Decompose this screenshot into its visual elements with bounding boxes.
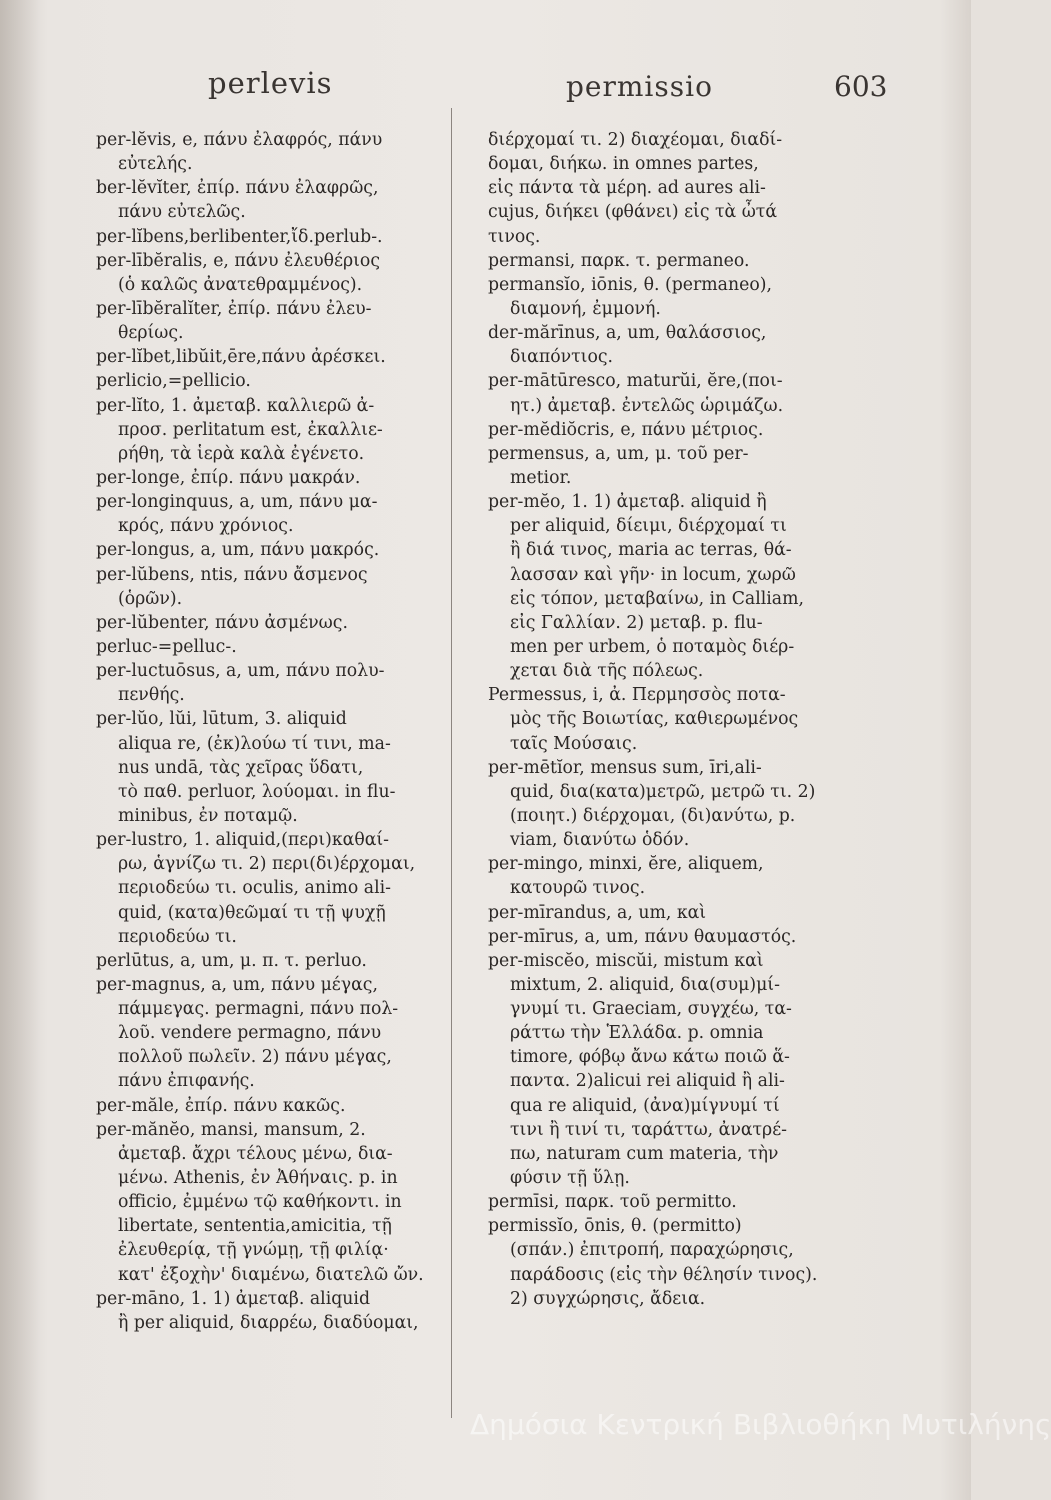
- dictionary-line: per-lĭbet,libŭit,ēre,πάνυ ἀρέσκει.: [96, 347, 386, 368]
- running-header: [96, 66, 911, 116]
- dictionary-line: timore, φόβῳ ἄνω κάτω ποιῶ ἅ-: [510, 1047, 790, 1068]
- dictionary-line: πάμμεγας. permagni, πάνυ πολ-: [118, 999, 399, 1020]
- dictionary-line: men per urbem, ὁ ποταμὸς διέρ-: [510, 636, 795, 657]
- dictionary-line: per-māno, 1. 1) ἀμεταβ. aliquid: [96, 1288, 371, 1309]
- dictionary-line: per-lustro, 1. aliquid,(περι)καθαί-: [96, 830, 390, 851]
- dictionary-line: per-lŭbens, ntis, πάνυ ἄσμενος: [96, 564, 368, 585]
- dictionary-line: διαμονή, ἐμμονή.: [510, 298, 661, 319]
- dictionary-line: per-longus, a, um, πάνυ μακρός.: [96, 540, 380, 561]
- dictionary-line: permansĭo, iōnis, θ. (permaneo),: [488, 274, 772, 295]
- right-column: [488, 128, 914, 1438]
- dictionary-line: πω, naturam cum materia, τὴν: [510, 1143, 779, 1164]
- dictionary-line: cujus, διήκει (φθάνει) εἰς τὰ ὦτά: [488, 202, 778, 223]
- dictionary-line: per-longe, ἐπίρ. πάνυ μακράν.: [96, 467, 361, 488]
- dictionary-line: per-lĭbens,berlibenter,ἴδ.perlub-.: [96, 226, 383, 247]
- dictionary-line: per-mĕdiŏcris, e, πάνυ μέτριος.: [488, 419, 764, 440]
- dictionary-line: κατουρῶ τινος.: [510, 878, 646, 899]
- dictionary-line: officio, ἐμμένω τῷ καθήκοντι. in: [118, 1192, 402, 1213]
- dictionary-line: per-magnus, a, um, πάνυ μέγας,: [96, 974, 378, 995]
- left-guide-word: perlevis: [208, 66, 333, 100]
- dictionary-line: der-mărīnus, a, um, θαλάσσιος,: [488, 323, 767, 344]
- dictionary-line: per-mātūresco, maturŭi, ĕre,(ποι-: [488, 371, 783, 392]
- dictionary-line: per-longinquus, a, um, πάνυ μα-: [96, 492, 378, 513]
- dictionary-line: (ὁ καλῶς ἀνατεθραμμένος).: [118, 274, 363, 295]
- dictionary-line: ἢ per aliquid, διαρρέω, διαδύομαι,: [118, 1312, 419, 1333]
- dictionary-line: λασσαν καὶ γῆν· in locum, χωρῶ: [510, 564, 796, 585]
- dictionary-line: per-mētĭor, mensus sum, īri,ali-: [488, 757, 762, 778]
- dictionary-line: mixtum, 2. aliquid, δια(συμ)μί-: [510, 974, 780, 995]
- dictionary-line: per-lŭbenter, πάνυ ἀσμένως.: [96, 612, 348, 633]
- dictionary-line: permensus, a, um, μ. τοῦ per-: [488, 443, 749, 464]
- dictionary-line: περιοδεύω τι. oculis, animo ali-: [118, 878, 391, 899]
- dictionary-line: per-lŭo, lŭi, lūtum, 3. aliquid: [96, 709, 347, 730]
- dictionary-line: ητ.) ἀμεταβ. ἐντελῶς ὡριμάζω.: [510, 395, 784, 416]
- dictionary-line: nus undā, τὰς χεῖρας ὕδατι,: [118, 757, 364, 778]
- dictionary-line: κατ' ἐξοχὴν' διαμένω, διατελῶ ὤν.: [118, 1264, 424, 1285]
- column-divider: [451, 108, 452, 1418]
- dictionary-line: per aliquid, δίειμι, διέρχομαί τι: [510, 516, 787, 537]
- dictionary-line: per-lĕvis, e, πάνυ ἐλαφρός, πάνυ: [96, 130, 383, 150]
- dictionary-line: μὸς τῆς Βοιωτίας, καθιερωμένος: [510, 709, 799, 730]
- dictionary-line: permissĭo, ōnis, θ. (permitto): [488, 1216, 742, 1237]
- dictionary-line: permīsi, παρκ. τοῦ permitto.: [488, 1192, 737, 1213]
- dictionary-line: minibus, ἐν ποταμῷ.: [118, 805, 298, 826]
- dictionary-line: δομαι, διήκω. in omnes partes,: [488, 154, 759, 175]
- dictionary-line: πενθής.: [118, 685, 185, 706]
- dictionary-line: ράττω τὴν Ἑλλάδα. p. omnia: [510, 1023, 764, 1044]
- dictionary-line: (σπάν.) ἐπιτροπή, παραχώρησις,: [510, 1240, 794, 1261]
- dictionary-line: (ποιητ.) διέρχομαι, (δι)ανύτω, p.: [510, 805, 796, 826]
- dictionary-line: ἢ διά τινος, maria ac terras, θά-: [510, 540, 792, 561]
- dictionary-line: ἀμεταβ. ἄχρι τέλους μένω, δια-: [118, 1143, 393, 1164]
- dictionary-line: εὐτελής.: [118, 154, 193, 175]
- dictionary-line: λοῦ. vendere permagno, πάνυ: [118, 1023, 382, 1044]
- dictionary-line: τινος.: [488, 226, 541, 247]
- dictionary-line: εἰς πάντα τὰ μέρη. ad aures ali-: [488, 178, 766, 199]
- dictionary-line: παράδοσις (εἰς τὴν θέλησίν τινος).: [510, 1264, 818, 1285]
- dictionary-line: per-luctuōsus, a, um, πάνυ πολυ-: [96, 661, 385, 682]
- library-watermark: Δημόσια Κεντρική Βιβλιοθήκη Μυτιλήνης: [470, 1408, 1051, 1441]
- dictionary-line: γνυμί τι. Graeciam, συγχέω, τα-: [510, 999, 792, 1020]
- dictionary-line: διέρχομαί τι. 2) διαχέομαι, διαδί-: [488, 130, 783, 150]
- dictionary-line: χεται διὰ τῆς πόλεως.: [510, 661, 704, 682]
- dictionary-line: τὸ παθ. perluor, λούομαι. in flu-: [118, 781, 396, 802]
- dictionary-line: κρός, πάνυ χρόνιος.: [118, 516, 294, 537]
- left-column: [96, 128, 436, 1438]
- dictionary-line: per-mănĕo, mansi, mansum, 2.: [96, 1119, 366, 1140]
- dictionary-line: per-mīrus, a, um, πάνυ θαυμαστός.: [488, 926, 797, 947]
- dictionary-line: quid, (κατα)θεῶμαί τι τῇ ψυχῇ: [118, 902, 386, 923]
- dictionary-line: per-lībĕralis, e, πάνυ ἐλευθέριος: [96, 250, 381, 271]
- dictionary-line: ρήθη, τὰ ἱερὰ καλὰ ἐγένετο.: [118, 443, 365, 464]
- dictionary-line: θερίως.: [118, 323, 184, 344]
- dictionary-line: πάνυ εὐτελῶς.: [118, 202, 246, 223]
- dictionary-line: per-miscĕo, miscŭi, mistum καὶ: [488, 950, 764, 971]
- dictionary-line: εἰς Γαλλίαν. 2) μεταβ. p. flu-: [510, 612, 763, 633]
- dictionary-line: παντα. 2)alicui rei aliquid ἢ ali-: [510, 1071, 785, 1092]
- dictionary-line: perlūtus, a, um, μ. π. τ. perluo.: [96, 950, 367, 971]
- dictionary-line: προσ. perlitatum est, ἐκαλλιε-: [118, 419, 383, 440]
- dictionary-line: perlicio,=pellicio.: [96, 371, 251, 392]
- dictionary-line: quid, δια(κατα)μετρῶ, μετρῶ τι. 2): [510, 781, 816, 802]
- dictionary-line: ρω, ἁγνίζω τι. 2) περι(δι)έρχομαι,: [118, 854, 416, 875]
- dictionary-line: qua re aliquid, (ἀνα)μίγνυμί τί: [510, 1095, 780, 1116]
- page-number: 603: [834, 70, 888, 103]
- dictionary-line: metior.: [510, 467, 572, 488]
- dictionary-line: διαπόντιος.: [510, 347, 614, 368]
- dictionary-line: Permessus, i, ἀ. Περμησσὸς ποτα-: [488, 685, 786, 706]
- dictionary-line: περιοδεύω τι.: [118, 926, 237, 947]
- dictionary-line: φύσιν τῇ ὕλῃ.: [510, 1168, 630, 1189]
- dictionary-line: perluc-=pelluc-.: [96, 636, 237, 657]
- dictionary-line: per-mīrandus, a, um, καὶ: [488, 902, 707, 923]
- right-guide-word: permissio: [566, 70, 713, 103]
- dictionary-line: τινι ἢ τινί τι, ταράττω, ἀνατρέ-: [510, 1119, 788, 1140]
- dictionary-line: per-măle, ἐπίρ. πάνυ κακῶς.: [96, 1095, 346, 1116]
- dictionary-line: aliqua re, (ἐκ)λούω τί τινι, ma-: [118, 733, 391, 754]
- dictionary-line: εἰς τόπον, μεταβαίνω, in Calliam,: [510, 588, 804, 609]
- dictionary-line: 2) συγχώρησις, ἄδεια.: [510, 1288, 706, 1309]
- dictionary-line: per-mĕo, 1. 1) ἀμεταβ. aliquid ἢ: [488, 492, 767, 513]
- dictionary-line: viam, διανύτω ὁδόν.: [510, 830, 690, 851]
- dictionary-line: ἐλευθερίᾳ, τῇ γνώμῃ, τῇ φιλίᾳ·: [118, 1240, 389, 1261]
- dictionary-line: per-lībĕralĭter, ἐπίρ. πάνυ ἐλευ-: [96, 298, 372, 319]
- dictionary-line: (ὁρῶν).: [118, 588, 183, 609]
- dictionary-line: per-mingo, minxi, ĕre, aliquem,: [488, 854, 764, 875]
- dictionary-line: permansi, παρκ. τ. permaneo.: [488, 250, 750, 271]
- dictionary-line: πολλοῦ πωλεῖν. 2) πάνυ μέγας,: [118, 1047, 392, 1068]
- dictionary-line: ταῖς Μούσαις.: [510, 733, 638, 754]
- dictionary-line: μένω. Athenis, ἐν Ἀθήναις. p. in: [118, 1168, 398, 1189]
- dictionary-line: πάνυ ἐπιφανής.: [118, 1071, 255, 1092]
- dictionary-line: ber-lĕvĭter, ἐπίρ. πάνυ ἐλαφρῶς,: [96, 178, 379, 199]
- page-binding-shadow: [0, 0, 48, 1500]
- dictionary-line: per-lĭto, 1. ἀμεταβ. καλλιερῶ ἀ-: [96, 395, 375, 416]
- dictionary-line: libertate, sententia,amicitia, τῇ: [118, 1216, 392, 1237]
